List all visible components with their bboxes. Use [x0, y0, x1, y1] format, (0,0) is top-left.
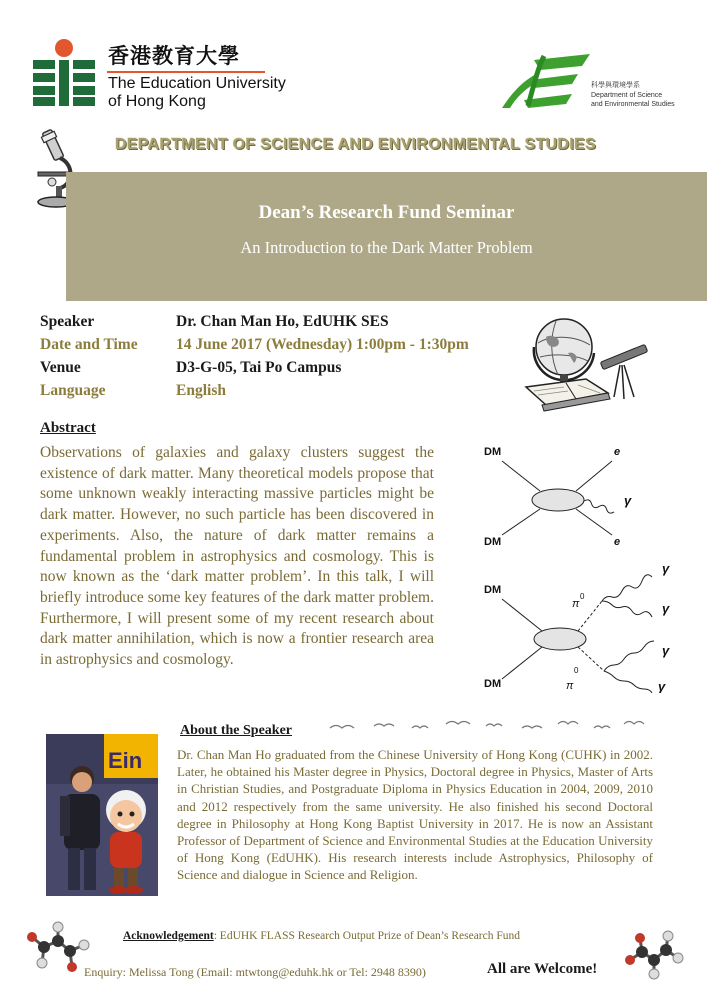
- department-logo: [494, 50, 594, 112]
- feyn-bottom-dm-upper: DM: [484, 584, 502, 596]
- feyn-bottom-dm-lower: DM: [484, 678, 502, 690]
- feyn-bottom-pi-lower-zero: 0: [574, 666, 579, 675]
- university-name-chinese: 香港教育大學: [108, 44, 240, 68]
- speaker-label: Speaker: [40, 313, 95, 330]
- feyn-top-e-lower: e: [614, 536, 621, 548]
- venue-value: D3-G-05, Tai Po Campus: [176, 359, 342, 376]
- eduhk-logo: [33, 38, 95, 106]
- molecule-right-icon: [622, 930, 684, 980]
- feyn-bottom-gamma-4: γ: [658, 679, 666, 693]
- date-time-label: Date and Time: [40, 336, 138, 353]
- feyn-top-dm-upper: DM: [484, 446, 502, 458]
- about-speaker-text: Dr. Chan Man Ho graduated from the Chinese University of Hong Kong (CUHK) in 2002. Later, he obtained his Master degree in Physics, Doctoral degree in Physics, Master of Arts in Christian Studies, and Postgraduate Diploma in Physics Education in 2004, 2009, 2010 and 2012 respectively from the same university. He also finished his second Doctoral degree in Philosophy at Hong Kong Baptist University in 2017. He is now an Assistant Professor of Department of Science and Environmental Studies at the Education University of Hong Kong (EdUHK). His research interests include Astrophysics, Philosophy of Science and dialogue in Science and Religion.: [177, 747, 653, 883]
- feyn-bottom-gamma-2: γ: [662, 601, 670, 616]
- language-label: Language: [40, 382, 106, 399]
- department-name-chinese: 科學與環境學系: [591, 81, 640, 89]
- about-speaker-heading: About the Speaker: [180, 723, 293, 738]
- speaker-value: Dr. Chan Man Ho, EdUHK SES: [176, 313, 389, 330]
- seminar-title: Dean’s Research Fund Seminar: [258, 202, 515, 223]
- acknowledgement: [123, 930, 520, 942]
- department-title: DEPARTMENT OF SCIENCE AND ENVIRONMENTAL STUDIES: [115, 136, 597, 153]
- feynman-diagram: [466, 433, 688, 693]
- abstract-text: Observations of galaxies and galaxy clusters suggest the existence of dark matter. Many theoretical models propose that some unknown weakly interacting massive particles might be dark matter. However, no such particle has been discovered in experiments. Also, the nature of dark matter remains a fundamental problem in astrophysics and cosmology. This is now known as the ‘dark matter problem’. In this talk, I will briefly introduce some key features of the dark matter problem. Furthermore, I will present some of my recent research about dark matter annihilation, which is now a frontier research area in astrophysics and cosmology.: [40, 444, 434, 669]
- molecule-left-icon: [22, 917, 92, 977]
- feyn-bottom-pi-upper: π: [572, 598, 580, 610]
- acknowledgement-label: Acknowledgement: [123, 930, 214, 942]
- logo-divider: [107, 71, 265, 73]
- feyn-bottom-pi-upper-zero: 0: [580, 592, 585, 601]
- university-name-line1: The Education University: [108, 75, 286, 92]
- language-value: English: [176, 382, 226, 399]
- acknowledgement-text: : EdUHK FLASS Research Output Prize of Dean’s Research Fund: [213, 930, 521, 942]
- welcome-message: All are Welcome!: [487, 961, 598, 977]
- department-name-line2: and Environmental Studies: [591, 101, 675, 108]
- university-name-line2: of Hong Kong: [108, 93, 206, 110]
- speaker-photo: [46, 734, 158, 896]
- date-time-value: 14 June 2017 (Wednesday) 1:00pm - 1:30pm: [176, 336, 469, 353]
- abstract-heading: Abstract: [40, 420, 96, 436]
- globe-and-books-illustration: [516, 313, 656, 415]
- photo-sign-text: Ein: [108, 748, 143, 773]
- feyn-bottom-pi-lower: π: [566, 680, 574, 692]
- seminar-subtitle: An Introduction to the Dark Matter Problem: [240, 238, 533, 257]
- feyn-top-dm-lower: DM: [484, 536, 502, 548]
- feyn-bottom-gamma-3: γ: [662, 643, 670, 658]
- enquiry-contact: Enquiry: Melissa Tong (Email: mtwtong@eduhk.hk or Tel: 2948 8390): [84, 965, 426, 979]
- birds-decoration: [326, 716, 648, 738]
- feyn-bottom-gamma-1: γ: [662, 561, 670, 576]
- department-name-line1: Department of Science: [591, 92, 663, 99]
- venue-label: Venue: [40, 359, 81, 376]
- feyn-top-gamma: γ: [624, 493, 632, 508]
- feyn-top-e-upper: e: [614, 446, 621, 458]
- title-banner: [66, 172, 707, 301]
